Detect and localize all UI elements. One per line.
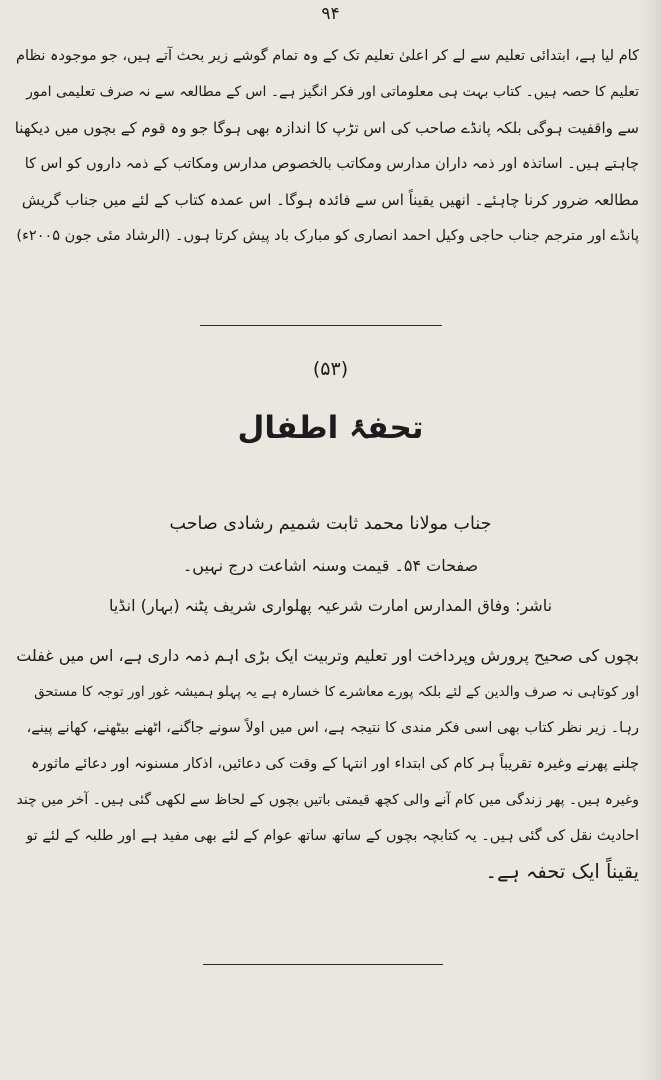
paragraph-line: پانڈے اور مترجم جناب حاجی وکیل احمد انصاری کو مبارک باد پیش کرتا ہوں۔ (الرشاد مئی جون ۲۰۰۵ء): [16, 228, 639, 244]
paragraph-line: رہا۔ زیر نظر کتاب بھی اسی فکر مندی کا نتیجہ ہے، اس میں اولاً سونے جاگنے، اٹھنے بیٹھنے، کھانے پینے،: [26, 720, 639, 736]
book-pages-info: صفحات ۵۴۔ قیمت وسنہ اشاعت درج نہیں۔: [182, 556, 479, 575]
section-divider: [200, 325, 442, 326]
book-publisher: ناشر: وفاق المدارس امارت شرعیہ پھلواری شریف پٹنہ (بہار) انڈیا: [108, 596, 553, 615]
paragraph-line: یقیناً ایک تحفہ ہے۔: [485, 860, 639, 883]
previous-review-paragraph: [14, 38, 639, 254]
section-divider: [203, 964, 443, 965]
paragraph-line: اور کوتاہی نہ صرف والدین کے لئے بلکہ پورے معاشرے کا خسارہ ہے یہ پہلو ہمیشہ غور اور توجہ کا مستحق: [34, 684, 639, 700]
paragraph-line: تعلیم کا حصہ ہیں۔ کتاب بہت ہی معلوماتی اور فکر انگیز ہے۔ اس کے مطالعہ سے نہ صرف تعلیمی امور: [26, 84, 639, 100]
paragraph-line: سے واقفیت ہوگی بلکہ پانڈے صاحب کی اس تڑپ کا اندازہ بھی ہوگا جو وہ قوم کے بچوں میں دیکھنا: [14, 119, 639, 137]
page-binding-shadow: [639, 0, 661, 1080]
paragraph-line: کام لیا ہے، ابتدائی تعلیم سے لے کر اعلیٰ تعلیم تک کے وہ تمام گوشے زیر بحث آتے ہیں، جو موجودہ نظام: [16, 48, 639, 64]
paragraph-line: بچوں کی صحیح پرورش وپرداخت اور تعلیم وتربیت ایک بڑی اہم ذمہ داری ہے، اس میں غفلت: [16, 646, 639, 665]
book-author: جناب مولانا محمد ثابت شمیم رشادی صاحب: [169, 514, 492, 534]
paragraph-line: چلنے پھرنے وغیرہ تقریباً ہر کام کی ابتداء اور انتہا کے وقت کی دعائیں، اذکار مسنونہ اور دعائے ماثورہ: [30, 756, 639, 772]
paragraph-line: چاہتے ہیں۔ اساتذہ اور ذمہ داران مدارس ومکاتب بالخصوص مدارس ومکاتب کے ذمہ داروں کو اس کا: [24, 156, 639, 172]
review-number: (۵۳): [312, 358, 349, 380]
book-title: تحفۂ اطفال: [237, 410, 424, 446]
page-number: ۹۴: [321, 4, 340, 24]
paragraph-line: وغیرہ ہیں۔ پھر زندگی میں کام آنے والی کچھ قیمتی باتیں بچوں کے لحاظ سے لکھی گئی ہیں۔ آخر میں چند: [16, 792, 639, 808]
paragraph-line: احادیث نقل کی گئی ہیں۔ یہ کتابچہ بچوں کے ساتھ ساتھ عوام کے لئے بھی مفید ہے اور طلبہ کے لئے تو: [26, 828, 639, 844]
review-paragraph: [14, 638, 639, 890]
paragraph-line: مطالعہ ضرور کرنا چاہئے۔ انھیں یقیناً اس سے فائدہ ہوگا۔ اس عمدہ کتاب کے لئے میں جناب گریش: [21, 191, 639, 209]
